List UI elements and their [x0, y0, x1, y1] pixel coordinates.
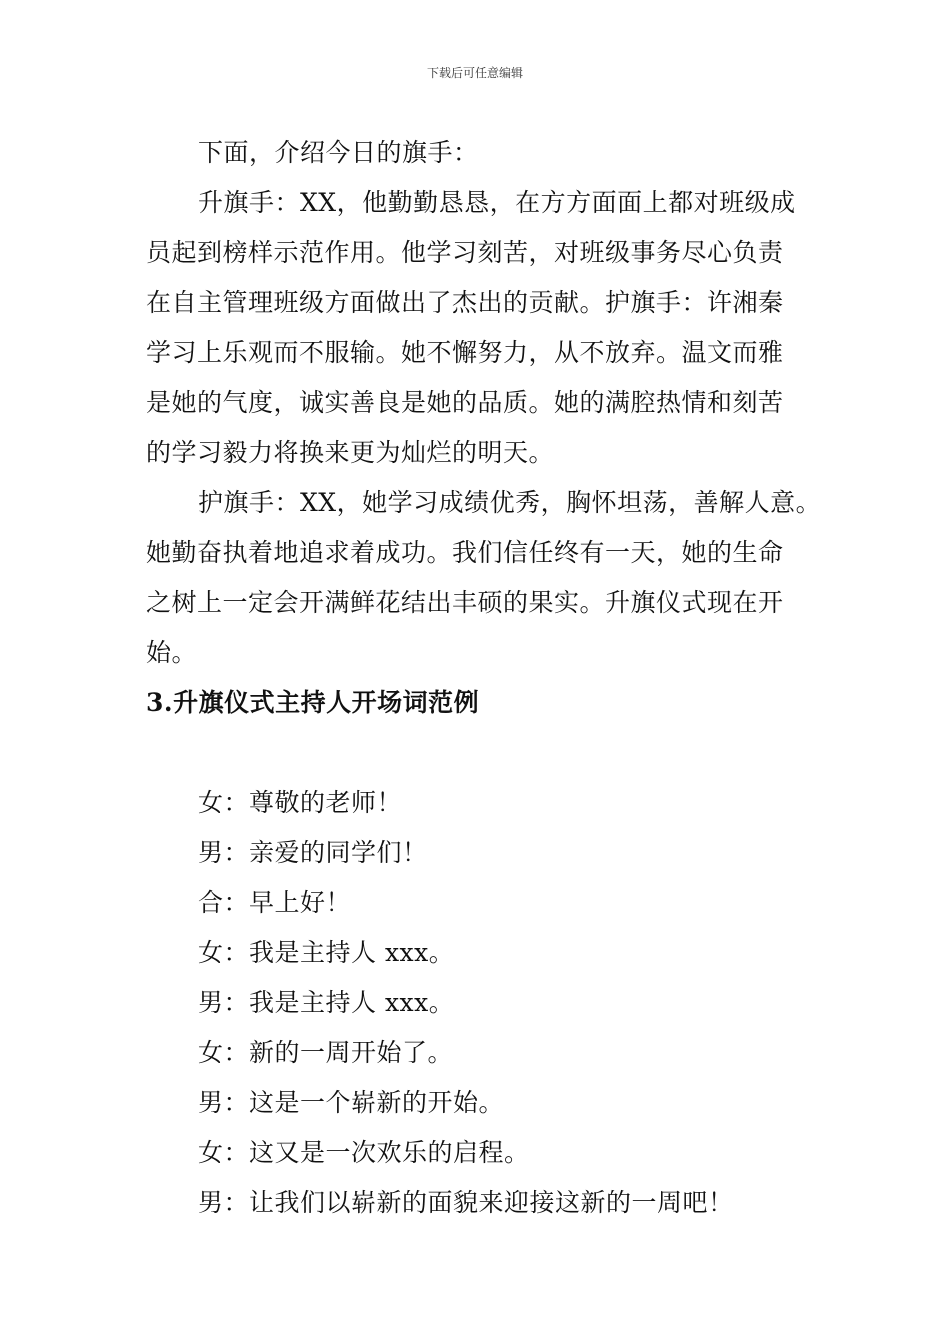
paragraph-flag-guard: [146, 478, 846, 678]
dialogue-line: 男：让我们以崭新的面貌来迎接这新的一周吧！: [198, 1188, 734, 1217]
paragraph-line: 升旗手：XX，他勤勤恳恳，在方方面面上都对班级成: [198, 188, 796, 217]
dialogue-line: 女：尊敬的老师！: [198, 788, 403, 817]
paragraph-line: 始。: [146, 638, 198, 667]
paragraph-flag-raiser: [146, 178, 846, 478]
paragraph-line: 在自主管理班级方面做出了杰出的贡献。护旗手：许湘秦: [146, 288, 784, 317]
dialogue-line: 男：我是主持人 xxx。: [198, 988, 455, 1017]
paragraph-line: 她勤奋执着地追求着成功。我们信任终有一天，她的生命: [146, 538, 784, 567]
dialogue-list: [146, 778, 846, 1228]
document-body: [146, 128, 846, 1228]
paragraph-line: 之树上一定会开满鲜花结出丰硕的果实。升旗仪式现在开: [146, 588, 784, 617]
paragraph-line: 员起到榜样示范作用。他学习刻苦，对班级事务尽心负责: [146, 238, 784, 267]
paragraph-line: 学习上乐观而不服输。她不懈努力，从不放弃。温文而雅: [146, 338, 784, 367]
dialogue-line: 女：这又是一次欢乐的启程。: [198, 1138, 530, 1167]
paragraph-line: 下面，介绍今日的旗手：: [198, 138, 479, 167]
section-heading: 3.升旗仪式主持人开场词范例: [146, 688, 480, 717]
dialogue-line: 男：亲爱的同学们！: [198, 838, 428, 867]
paragraph-intro: [146, 128, 846, 178]
dialogue-line: 合：早上好！: [198, 888, 352, 917]
paragraph-line: 是她的气度，诚实善良是她的品质。她的满腔热情和刻苦: [146, 388, 784, 417]
paragraph-line: 护旗手：XX，她学习成绩优秀，胸怀坦荡，善解人意。: [198, 488, 822, 517]
dialogue-line: 男：这是一个崭新的开始。: [198, 1088, 505, 1117]
paragraph-line: 的学习毅力将换来更为灿烂的明天。: [146, 438, 555, 467]
blank-line: [146, 728, 846, 778]
page-header: 下载后可任意编辑: [426, 66, 523, 80]
dialogue-line: 女：我是主持人 xxx。: [198, 938, 455, 967]
dialogue-line: 女：新的一周开始了。: [198, 1038, 454, 1067]
